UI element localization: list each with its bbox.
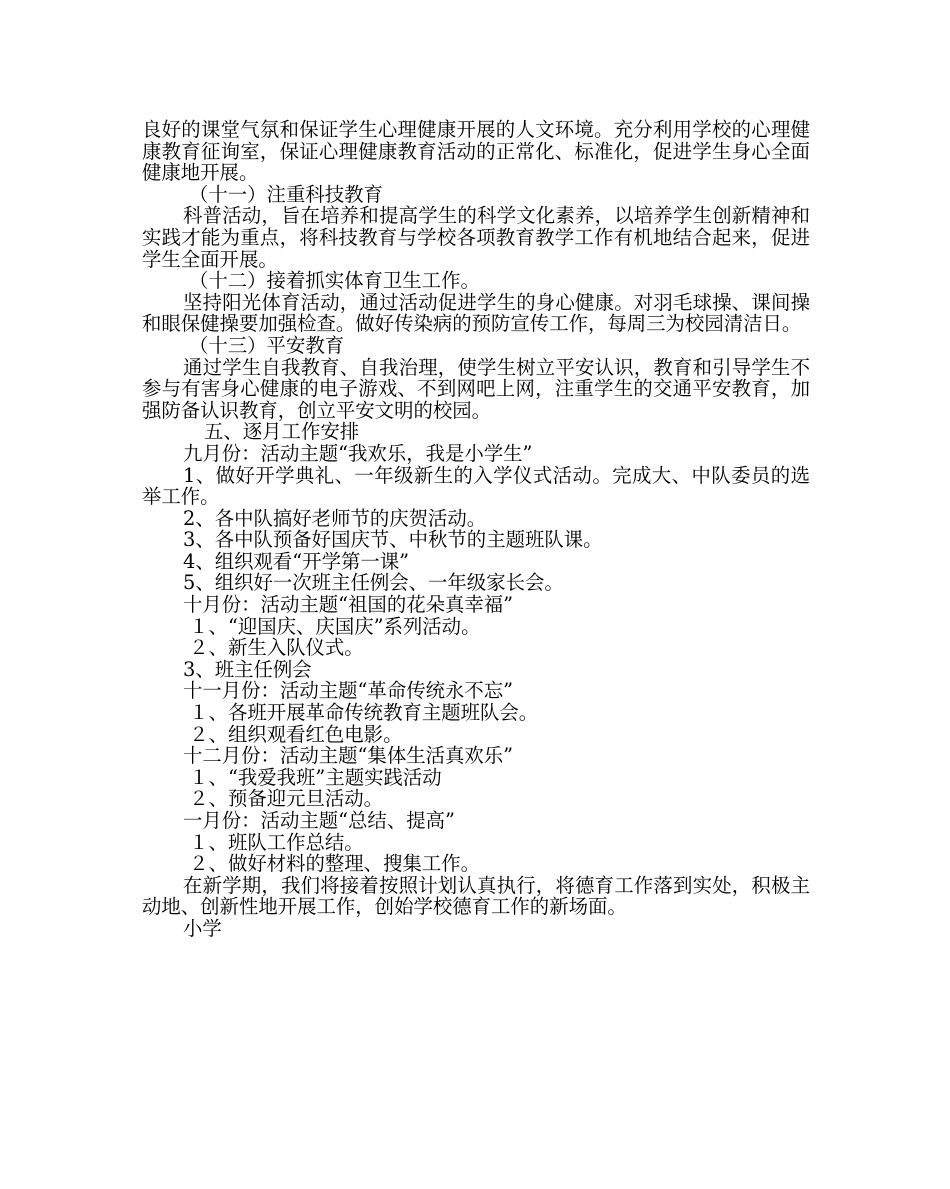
heading-science-education: （十一）注重科技教育	[189, 182, 383, 206]
list-item: ２、组织观看红色电影。	[183, 722, 403, 746]
list-item: 5、组织好一次班主任例会、一年级家长会。	[183, 571, 564, 595]
list-item: ２、做好材料的整理、搜集工作。	[183, 852, 481, 876]
list-item: １、“迎国庆、庆国庆”系列活动。	[183, 614, 481, 638]
month-december-title: 十二月份：活动主题“集体生活真欢乐”	[183, 744, 514, 768]
list-item: １、“我爱我班”主题实践活动	[183, 765, 442, 789]
month-september-title: 九月份：活动主题“我欢乐，我是小学生”	[183, 441, 533, 465]
list-item: ２、新生入队仪式。	[183, 636, 364, 660]
paragraph-psychology-environment: 良好的课堂气氛和保证学生心理健康开展的人文环境。充分利用学校的心理健康教育征询室，保证心理健康教育活动的正常化、标准化，促进学生身心全面健康地开展。	[142, 118, 810, 185]
list-item: ２、预备迎元旦活动。	[183, 787, 384, 811]
paragraph-science-education: 科普活动，旨在培养和提高学生的科学文化素养，以培养学生创新精神和实践才能为重点，将科技教育与学校各项教育教学工作有机地结合起来，促进学生全面开展。	[142, 204, 810, 271]
list-item: 4、组织观看“开学第一课”	[183, 549, 410, 573]
month-january-title: 一月份：活动主题“总结、提高”	[183, 809, 455, 832]
heading-monthly-schedule: 五、逐月工作安排	[204, 420, 360, 444]
list-item: 2、各中队搞好老师节的庆贺活动。	[183, 506, 487, 530]
month-november-title: 十一月份：活动主题“革命传统永不忘”	[183, 679, 514, 703]
heading-safety-education: （十三）平安教育	[189, 333, 345, 357]
document-page	[142, 119, 810, 940]
list-item: 1、做好开学典礼、一年级新生的入学仪式活动。完成大、中队委员的选举工作。	[142, 463, 810, 509]
paragraph-conclusion: 在新学期，我们将接着按照计划认真执行，将德育工作落到实处，积极主动地、创新性地开展工作，创始学校德育工作的新场面。	[142, 873, 810, 919]
list-item: １、班队工作总结。	[183, 830, 364, 854]
list-item: 3、各中队预备好国庆节、中秋节的主题班队课。	[183, 528, 603, 552]
month-october-title: 十月份：活动主题“祖国的花朵真幸福”	[183, 593, 514, 617]
paragraph-sports-health: 坚持阳光体育活动，通过活动促进学生的身心健康。对羽毛球操、课间操和眼保健操要加强检查。做好传染病的预防宣传工作，每周三为校园清洁日。	[142, 290, 810, 336]
list-item: 3、班主任例会	[183, 657, 312, 681]
signature-school: 小学	[183, 916, 222, 940]
heading-sports-health: （十二）接着抓实体育卫生工作。	[189, 269, 480, 293]
list-item: １、各班开展革命传统教育主题班队会。	[183, 701, 539, 725]
paragraph-safety-education: 通过学生自我教育、自我治理，使学生树立平安认识，教育和引导学生不参与有害身心健康的电子游戏、不到网吧上网，注重学生的交通平安教育，加强防备认识教育，创立平安文明的校园。	[142, 355, 810, 422]
